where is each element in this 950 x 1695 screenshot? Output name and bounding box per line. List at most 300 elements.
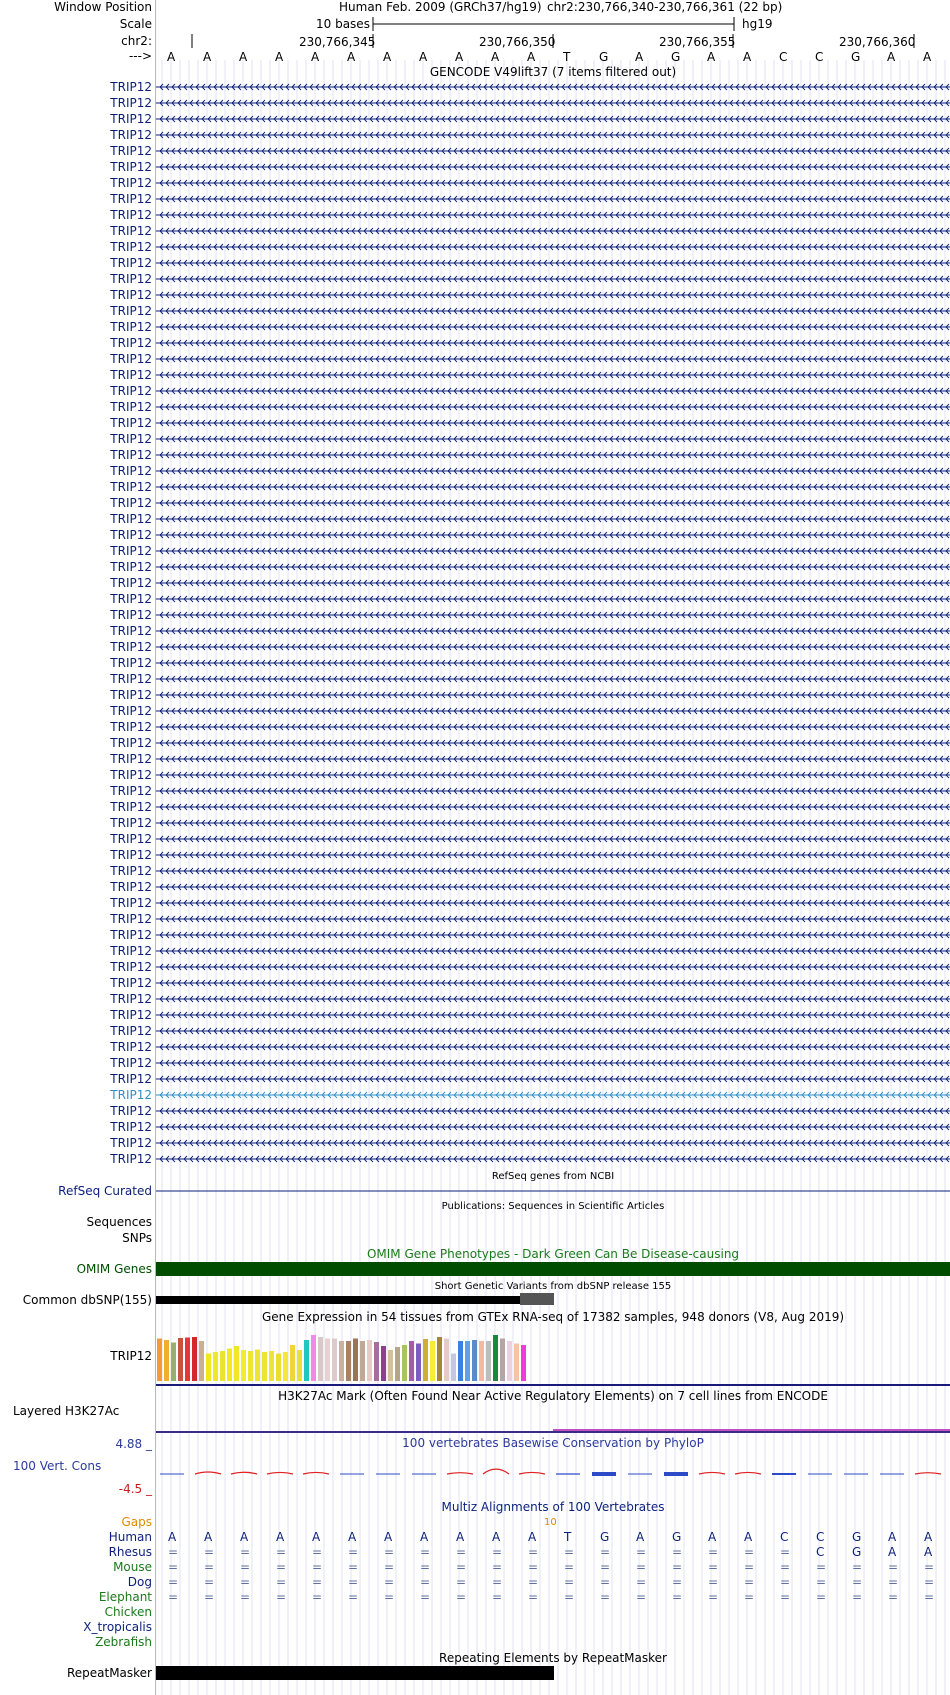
transcript-label[interactable]: TRIP12 bbox=[110, 432, 152, 446]
gtex-tissue-bar bbox=[430, 1341, 435, 1381]
phylop-score-mark bbox=[519, 1472, 545, 1474]
transcript-label[interactable]: TRIP12 bbox=[110, 784, 152, 798]
multiz-alignment-base: A bbox=[708, 1530, 717, 1544]
multiz-alignment-base: = bbox=[168, 1575, 179, 1589]
multiz-alignment-base: = bbox=[924, 1590, 935, 1604]
omim-gene-bar bbox=[156, 1262, 950, 1276]
transcript-label[interactable]: TRIP12 bbox=[110, 768, 152, 782]
transcript-label[interactable]: TRIP12 bbox=[110, 240, 152, 254]
gtex-tissue-bar bbox=[388, 1350, 393, 1381]
multiz-alignment-base: = bbox=[672, 1545, 683, 1559]
gtex-tissue-bar bbox=[381, 1346, 386, 1381]
multiz-alignment-base: A bbox=[312, 1530, 321, 1544]
transcript-label[interactable]: TRIP12 bbox=[110, 544, 152, 558]
publications-sequences-label[interactable]: Sequences bbox=[86, 1215, 152, 1229]
gtex-tissue-bar bbox=[514, 1344, 519, 1382]
transcript-label[interactable]: TRIP12 bbox=[110, 336, 152, 350]
gtex-tissue-bar bbox=[416, 1344, 421, 1382]
multiz-alignment-base: = bbox=[348, 1545, 359, 1559]
transcript-label[interactable]: TRIP12 bbox=[110, 304, 152, 318]
sequence-base: A bbox=[203, 50, 212, 64]
sequence-base: A bbox=[347, 50, 356, 64]
gtex-tissue-bar bbox=[213, 1352, 218, 1381]
dbsnp-track-title[interactable]: Short Genetic Variants from dbSNP release 155 bbox=[434, 1281, 672, 1292]
repeatmasker-element bbox=[156, 1666, 554, 1680]
multiz-alignment-base: = bbox=[528, 1545, 539, 1559]
multiz-alignment-base: = bbox=[888, 1560, 899, 1574]
multiz-alignment-base: G bbox=[852, 1530, 862, 1544]
transcript-label[interactable]: TRIP12 bbox=[110, 96, 152, 110]
transcript-label[interactable]: TRIP12 bbox=[110, 224, 152, 238]
h3k27ac-track-title[interactable]: H3K27Ac Mark (Often Found Near Active Regulatory Elements) on 7 cell lines from ENCODE bbox=[278, 1389, 828, 1403]
repeatmasker-track-label[interactable]: RepeatMasker bbox=[66, 1666, 152, 1680]
multiz-track-title[interactable]: Multiz Alignments of 100 Vertebrates bbox=[441, 1500, 665, 1514]
multiz-alignment-base: = bbox=[564, 1545, 575, 1559]
gtex-tissue-bar bbox=[402, 1345, 407, 1381]
multiz-alignment-base: A bbox=[276, 1530, 285, 1544]
transcript-label[interactable]: TRIP12 bbox=[110, 1072, 152, 1086]
gtex-tissue-bar bbox=[262, 1352, 267, 1381]
multiz-alignment-base: = bbox=[780, 1545, 791, 1559]
chrom-label: chr2: bbox=[121, 34, 152, 48]
gtex-tissue-bar bbox=[479, 1341, 484, 1381]
multiz-alignment-base: = bbox=[708, 1590, 719, 1604]
multiz-alignment-base: = bbox=[204, 1575, 215, 1589]
transcript-label[interactable]: TRIP12 bbox=[110, 672, 152, 686]
transcript-label[interactable]: TRIP12 bbox=[110, 752, 152, 766]
transcript-label[interactable]: TRIP12 bbox=[110, 608, 152, 622]
transcript-label[interactable]: TRIP12 bbox=[110, 896, 152, 910]
multiz-alignment-base: = bbox=[780, 1575, 791, 1589]
gtex-tissue-bar bbox=[395, 1347, 400, 1381]
gtex-tissue-bar bbox=[325, 1339, 330, 1382]
multiz-gaps-label: Gaps bbox=[121, 1515, 152, 1529]
sequence-base: A bbox=[923, 50, 932, 64]
multiz-alignment-base: A bbox=[168, 1530, 177, 1544]
multiz-alignment-base: G bbox=[852, 1545, 862, 1559]
gtex-tissue-bar bbox=[339, 1341, 344, 1381]
gtex-tissue-bar bbox=[192, 1337, 197, 1381]
gtex-track-label[interactable]: TRIP12 bbox=[110, 1349, 152, 1363]
transcript-label[interactable]: TRIP12 bbox=[110, 80, 152, 94]
transcript-label[interactable]: TRIP12 bbox=[110, 128, 152, 142]
multiz-alignment-base: = bbox=[492, 1590, 503, 1604]
multiz-alignment-base: = bbox=[348, 1560, 359, 1574]
transcript-label[interactable]: TRIP12 bbox=[110, 496, 152, 510]
transcript-label[interactable]: TRIP12 bbox=[110, 192, 152, 206]
multiz-alignment-base: G bbox=[672, 1530, 682, 1544]
multiz-alignment-base: A bbox=[240, 1530, 249, 1544]
window-position-label: Window Position bbox=[54, 0, 152, 14]
multiz-species-label[interactable]: Chicken bbox=[104, 1605, 152, 1619]
dbsnp-bar bbox=[156, 1296, 554, 1304]
gtex-tissue-bar bbox=[458, 1341, 463, 1381]
gtex-track-title[interactable]: Gene Expression in 54 tissues from GTEx RNA-seq of 17382 samples, 948 donors (V8, Aug 2019) bbox=[261, 1310, 845, 1324]
phylop-score-mark bbox=[447, 1473, 473, 1474]
sequence-base: C bbox=[779, 50, 788, 64]
multiz-alignment-base: = bbox=[348, 1590, 359, 1604]
sequence-base: G bbox=[671, 50, 681, 64]
multiz-species-label[interactable]: Elephant bbox=[98, 1590, 152, 1604]
multiz-species-label[interactable]: Mouse bbox=[113, 1560, 152, 1574]
multiz-species-label[interactable]: Rhesus bbox=[108, 1545, 152, 1559]
multiz-alignment-base: = bbox=[708, 1545, 719, 1559]
gtex-tissue-bar bbox=[472, 1340, 477, 1381]
multiz-alignment-base: = bbox=[240, 1575, 251, 1589]
multiz-alignment-base: A bbox=[492, 1530, 501, 1544]
multiz-alignment-base: = bbox=[744, 1560, 755, 1574]
phylop-ymax-label: 4.88 _ bbox=[115, 1437, 152, 1451]
multiz-alignment-base: = bbox=[888, 1575, 899, 1589]
phylop-track-title[interactable]: 100 vertebrates Basewise Conservation by PhyloP bbox=[402, 1436, 704, 1450]
multiz-alignment-base: = bbox=[276, 1560, 287, 1574]
multiz-species-label[interactable]: Dog bbox=[127, 1575, 152, 1589]
multiz-alignment-base: = bbox=[312, 1590, 323, 1604]
transcript-label[interactable]: TRIP12 bbox=[110, 560, 152, 574]
transcript-label[interactable]: TRIP12 bbox=[110, 1152, 152, 1166]
gtex-tissue-bar bbox=[521, 1345, 526, 1381]
phylop-track-label[interactable]: 100 Vert. Cons bbox=[13, 1459, 102, 1473]
transcript-label[interactable]: TRIP12 bbox=[110, 368, 152, 382]
multiz-alignment-base: A bbox=[204, 1530, 213, 1544]
multiz-alignment-base: = bbox=[744, 1575, 755, 1589]
sequence-base: A bbox=[707, 50, 716, 64]
sequence-base: A bbox=[527, 50, 536, 64]
transcript-label[interactable]: TRIP12 bbox=[110, 816, 152, 830]
gtex-tissue-bar bbox=[409, 1341, 414, 1381]
transcript-label[interactable]: TRIP12 bbox=[110, 704, 152, 718]
sequence-base: A bbox=[419, 50, 428, 64]
transcript-label[interactable]: TRIP12 bbox=[110, 688, 152, 702]
multiz-alignment-base: = bbox=[672, 1575, 683, 1589]
transcript-label[interactable]: TRIP12 bbox=[110, 1088, 152, 1102]
multiz-alignment-base: = bbox=[384, 1560, 395, 1574]
refseq-track-title[interactable]: RefSeq genes from NCBI bbox=[491, 1171, 615, 1182]
multiz-alignment-base: C bbox=[780, 1530, 789, 1544]
multiz-alignment-base: = bbox=[240, 1545, 251, 1559]
multiz-alignment-base: = bbox=[852, 1590, 863, 1604]
transcript-label[interactable]: TRIP12 bbox=[110, 864, 152, 878]
strand-label: ---> bbox=[128, 49, 152, 63]
gtex-tissue-bar bbox=[486, 1341, 491, 1381]
transcript-label[interactable]: TRIP12 bbox=[110, 352, 152, 366]
multiz-gap-marker: 10 bbox=[544, 1517, 557, 1528]
multiz-alignment-base: A bbox=[888, 1530, 897, 1544]
multiz-alignment-base: = bbox=[384, 1545, 395, 1559]
transcript-label[interactable]: TRIP12 bbox=[110, 320, 152, 334]
multiz-alignment-base: = bbox=[564, 1590, 575, 1604]
gencode-track-title[interactable]: GENCODE V49lift37 (7 items filtered out) bbox=[429, 65, 677, 79]
gtex-tissue-bar bbox=[178, 1338, 183, 1381]
dbsnp-track-label[interactable]: Common dbSNP(155) bbox=[22, 1293, 152, 1307]
sequence-base: A bbox=[743, 50, 752, 64]
multiz-alignment-base: = bbox=[492, 1575, 503, 1589]
multiz-alignment-base: = bbox=[600, 1545, 611, 1559]
gtex-tissue-bar bbox=[255, 1350, 260, 1382]
multiz-alignment-base: = bbox=[816, 1590, 827, 1604]
multiz-alignment-base: = bbox=[528, 1575, 539, 1589]
multiz-alignment-base: = bbox=[564, 1575, 575, 1589]
multiz-alignment-base: = bbox=[600, 1575, 611, 1589]
multiz-alignment-base: G bbox=[600, 1530, 610, 1544]
sequence-base: T bbox=[563, 50, 571, 64]
omim-track-label[interactable]: OMIM Genes bbox=[76, 1262, 152, 1276]
sequence-base: A bbox=[275, 50, 284, 64]
multiz-alignment-base: = bbox=[312, 1560, 323, 1574]
multiz-alignment-base: = bbox=[492, 1545, 503, 1559]
transcript-label[interactable]: TRIP12 bbox=[110, 384, 152, 398]
multiz-alignment-base: = bbox=[672, 1560, 683, 1574]
gtex-tissue-bar bbox=[465, 1341, 470, 1381]
transcript-label[interactable]: TRIP12 bbox=[110, 1136, 152, 1150]
multiz-alignment-base: = bbox=[780, 1590, 791, 1604]
sequence-base: A bbox=[887, 50, 896, 64]
multiz-alignment-base: = bbox=[456, 1575, 467, 1589]
sequence-base: A bbox=[311, 50, 320, 64]
multiz-alignment-base: = bbox=[420, 1575, 431, 1589]
multiz-alignment-base: = bbox=[456, 1560, 467, 1574]
multiz-alignment-base: A bbox=[888, 1545, 897, 1559]
multiz-alignment-base: = bbox=[708, 1560, 719, 1574]
transcript-label[interactable]: TRIP12 bbox=[110, 1024, 152, 1038]
gtex-tissue-bar bbox=[423, 1339, 428, 1381]
transcript-label[interactable]: TRIP12 bbox=[110, 480, 152, 494]
multiz-alignment-base: = bbox=[240, 1590, 251, 1604]
phylop-score-mark bbox=[483, 1469, 509, 1474]
scale-bar-text: 10 bases bbox=[316, 17, 370, 31]
transcript-label[interactable]: TRIP12 bbox=[110, 512, 152, 526]
multiz-alignment-base: = bbox=[384, 1590, 395, 1604]
transcript-label[interactable]: TRIP12 bbox=[110, 448, 152, 462]
multiz-alignment-base: A bbox=[348, 1530, 357, 1544]
multiz-alignment-base: C bbox=[816, 1545, 825, 1559]
multiz-alignment-base: = bbox=[492, 1560, 503, 1574]
gtex-tissue-bar bbox=[311, 1335, 316, 1381]
multiz-alignment-base: = bbox=[528, 1560, 539, 1574]
transcript-label[interactable]: TRIP12 bbox=[110, 944, 152, 958]
position-text[interactable]: chr2:230,766,340-230,766,361 (22 bp) bbox=[547, 0, 783, 14]
gtex-tissue-bar bbox=[171, 1343, 176, 1382]
multiz-alignment-base: = bbox=[744, 1545, 755, 1559]
coord-label: 230,766,350 bbox=[479, 35, 556, 49]
multiz-alignment-base: = bbox=[636, 1590, 647, 1604]
multiz-alignment-base: = bbox=[240, 1560, 251, 1574]
multiz-species-label[interactable]: Zebrafish bbox=[95, 1635, 152, 1649]
coord-label: 230,766,360 bbox=[839, 35, 916, 49]
transcript-label[interactable]: TRIP12 bbox=[110, 160, 152, 174]
transcript-label[interactable]: TRIP12 bbox=[110, 176, 152, 190]
multiz-alignment-base: = bbox=[420, 1590, 431, 1604]
transcript-label[interactable]: TRIP12 bbox=[110, 464, 152, 478]
gtex-tissue-bar bbox=[164, 1340, 169, 1381]
omim-track-title[interactable]: OMIM Gene Phenotypes - Dark Green Can Be Disease-causing bbox=[366, 1247, 740, 1261]
multiz-alignment-base: A bbox=[456, 1530, 465, 1544]
gtex-tissue-bar bbox=[374, 1342, 379, 1381]
multiz-alignment-base: A bbox=[528, 1530, 537, 1544]
multiz-alignment-base: = bbox=[816, 1575, 827, 1589]
multiz-alignment-base: A bbox=[924, 1530, 933, 1544]
gtex-tissue-bar bbox=[451, 1354, 456, 1382]
multiz-alignment-base: = bbox=[816, 1560, 827, 1574]
multiz-alignment-base: = bbox=[924, 1575, 935, 1589]
transcript-label[interactable]: TRIP12 bbox=[110, 624, 152, 638]
multiz-alignment-base: = bbox=[168, 1545, 179, 1559]
h3k27ac-track-label[interactable]: Layered H3K27Ac bbox=[13, 1404, 120, 1418]
gtex-tissue-bar bbox=[493, 1335, 498, 1381]
multiz-alignment-base: = bbox=[636, 1545, 647, 1559]
transcript-label[interactable]: TRIP12 bbox=[110, 592, 152, 606]
transcript-label[interactable]: TRIP12 bbox=[110, 1120, 152, 1134]
gtex-tissue-bar bbox=[297, 1350, 302, 1381]
gtex-tissue-bar bbox=[332, 1339, 337, 1382]
coord-label: 230,766,355 bbox=[659, 35, 736, 49]
dbsnp-variant-box bbox=[520, 1293, 554, 1305]
multiz-alignment-base: = bbox=[744, 1590, 755, 1604]
transcript-label[interactable]: TRIP12 bbox=[110, 848, 152, 862]
transcript-label[interactable]: TRIP12 bbox=[110, 272, 152, 286]
multiz-alignment-base: = bbox=[456, 1590, 467, 1604]
multiz-alignment-base: = bbox=[924, 1560, 935, 1574]
transcript-label[interactable]: TRIP12 bbox=[110, 736, 152, 750]
multiz-alignment-base: = bbox=[672, 1590, 683, 1604]
gtex-tissue-bar bbox=[346, 1341, 351, 1381]
gtex-tissue-bar bbox=[241, 1350, 246, 1381]
transcript-label[interactable]: TRIP12 bbox=[110, 256, 152, 270]
sequence-base: A bbox=[455, 50, 464, 64]
sequence-base: G bbox=[599, 50, 609, 64]
gtex-tissue-bar bbox=[444, 1339, 449, 1382]
multiz-alignment-base: A bbox=[744, 1530, 753, 1544]
refseq-track-label[interactable]: RefSeq Curated bbox=[58, 1184, 152, 1198]
gtex-tissue-bar bbox=[276, 1354, 281, 1382]
sequence-base: A bbox=[635, 50, 644, 64]
phylop-score-mark bbox=[231, 1472, 257, 1474]
transcript-label[interactable]: TRIP12 bbox=[110, 928, 152, 942]
multiz-alignment-base: = bbox=[780, 1560, 791, 1574]
multiz-alignment-base: = bbox=[168, 1560, 179, 1574]
transcript-label[interactable]: TRIP12 bbox=[110, 288, 152, 302]
multiz-alignment-base: = bbox=[600, 1590, 611, 1604]
transcript-label[interactable]: TRIP12 bbox=[110, 416, 152, 430]
multiz-alignment-base: C bbox=[816, 1530, 825, 1544]
transcript-label[interactable]: TRIP12 bbox=[110, 880, 152, 894]
transcript-label[interactable]: TRIP12 bbox=[110, 400, 152, 414]
scale-label: Scale bbox=[119, 17, 152, 31]
transcript-label[interactable]: TRIP12 bbox=[110, 576, 152, 590]
multiz-alignment-base: A bbox=[924, 1545, 933, 1559]
multiz-alignment-base: = bbox=[312, 1575, 323, 1589]
assembly-db-label: hg19 bbox=[742, 17, 773, 31]
multiz-alignment-base: = bbox=[204, 1545, 215, 1559]
gtex-tissue-bar bbox=[304, 1340, 309, 1381]
gtex-tissue-bar bbox=[318, 1337, 323, 1381]
transcript-label[interactable]: TRIP12 bbox=[110, 656, 152, 670]
sequence-base: C bbox=[815, 50, 824, 64]
transcript-label[interactable]: TRIP12 bbox=[110, 1104, 152, 1118]
multiz-alignment-base: = bbox=[420, 1545, 431, 1559]
multiz-alignment-base: = bbox=[276, 1590, 287, 1604]
gtex-tissue-bar bbox=[500, 1339, 505, 1382]
gtex-tissue-bar bbox=[206, 1354, 211, 1382]
coord-label: 230,766,345 bbox=[299, 35, 376, 49]
multiz-alignment-base: = bbox=[420, 1560, 431, 1574]
phylop-score-mark bbox=[915, 1473, 941, 1474]
transcript-label[interactable]: TRIP12 bbox=[110, 832, 152, 846]
gtex-tissue-bar bbox=[248, 1351, 253, 1381]
sequence-base: A bbox=[383, 50, 392, 64]
publications-track-title[interactable]: Publications: Sequences in Scientific Articles bbox=[441, 1201, 665, 1212]
sequence-base: A bbox=[491, 50, 500, 64]
transcript-label[interactable]: TRIP12 bbox=[110, 112, 152, 126]
repeatmasker-track-title[interactable]: Repeating Elements by RepeatMasker bbox=[439, 1651, 667, 1665]
gtex-tissue-bar bbox=[157, 1339, 162, 1382]
gtex-tissue-bar bbox=[437, 1337, 442, 1381]
multiz-alignment-base: A bbox=[420, 1530, 429, 1544]
multiz-alignment-base: = bbox=[636, 1575, 647, 1589]
gtex-tissue-bar bbox=[227, 1349, 232, 1382]
transcript-label[interactable]: TRIP12 bbox=[110, 144, 152, 158]
phylop-score-mark bbox=[303, 1472, 329, 1474]
transcript-label[interactable]: TRIP12 bbox=[110, 1008, 152, 1022]
phylop-score-mark bbox=[267, 1472, 293, 1474]
gtex-tissue-bar bbox=[234, 1346, 239, 1381]
multiz-alignment-base: = bbox=[204, 1560, 215, 1574]
multiz-species-label[interactable]: Human bbox=[108, 1530, 152, 1544]
multiz-alignment-base: = bbox=[852, 1560, 863, 1574]
multiz-alignment-base: = bbox=[600, 1560, 611, 1574]
transcript-label[interactable]: TRIP12 bbox=[110, 528, 152, 542]
assembly-text: Human Feb. 2009 (GRCh37/hg19) bbox=[339, 0, 542, 14]
gtex-tissue-bar bbox=[367, 1340, 372, 1381]
phylop-score-mark bbox=[735, 1472, 761, 1474]
gtex-tissue-bar bbox=[507, 1341, 512, 1381]
multiz-alignment-base: = bbox=[528, 1590, 539, 1604]
transcript-label[interactable]: TRIP12 bbox=[110, 992, 152, 1006]
gtex-tissue-bar bbox=[290, 1345, 295, 1381]
multiz-alignment-base: = bbox=[852, 1575, 863, 1589]
multiz-alignment-base: = bbox=[456, 1545, 467, 1559]
transcript-label[interactable]: TRIP12 bbox=[110, 912, 152, 926]
multiz-alignment-base: = bbox=[888, 1590, 899, 1604]
multiz-alignment-base: = bbox=[168, 1590, 179, 1604]
multiz-species-label[interactable]: X_tropicalis bbox=[83, 1620, 152, 1634]
multiz-alignment-base: = bbox=[348, 1575, 359, 1589]
gtex-tissue-bar bbox=[199, 1341, 204, 1381]
sequence-base: A bbox=[239, 50, 248, 64]
gtex-tissue-bar bbox=[220, 1351, 225, 1381]
gtex-tissue-bar bbox=[269, 1351, 274, 1381]
multiz-alignment-base: = bbox=[564, 1560, 575, 1574]
phylop-ymin-label: -4.5 _ bbox=[118, 1482, 152, 1496]
multiz-alignment-base: = bbox=[708, 1575, 719, 1589]
gtex-tissue-bar bbox=[283, 1352, 288, 1381]
transcript-label[interactable]: TRIP12 bbox=[110, 640, 152, 654]
multiz-alignment-base: = bbox=[276, 1545, 287, 1559]
transcript-label[interactable]: TRIP12 bbox=[110, 1040, 152, 1054]
publications-snps-label[interactable]: SNPs bbox=[122, 1231, 152, 1245]
transcript-label[interactable]: TRIP12 bbox=[110, 800, 152, 814]
multiz-alignment-base: = bbox=[312, 1545, 323, 1559]
multiz-alignment-base: = bbox=[384, 1575, 395, 1589]
transcript-label[interactable]: TRIP12 bbox=[110, 960, 152, 974]
multiz-alignment-base: = bbox=[636, 1560, 647, 1574]
transcript-label[interactable]: TRIP12 bbox=[110, 1056, 152, 1070]
transcript-label[interactable]: TRIP12 bbox=[110, 976, 152, 990]
transcript-label[interactable]: TRIP12 bbox=[110, 720, 152, 734]
multiz-alignment-base: T bbox=[564, 1530, 572, 1544]
transcript-label[interactable]: TRIP12 bbox=[110, 208, 152, 222]
multiz-alignment-base: = bbox=[276, 1575, 287, 1589]
